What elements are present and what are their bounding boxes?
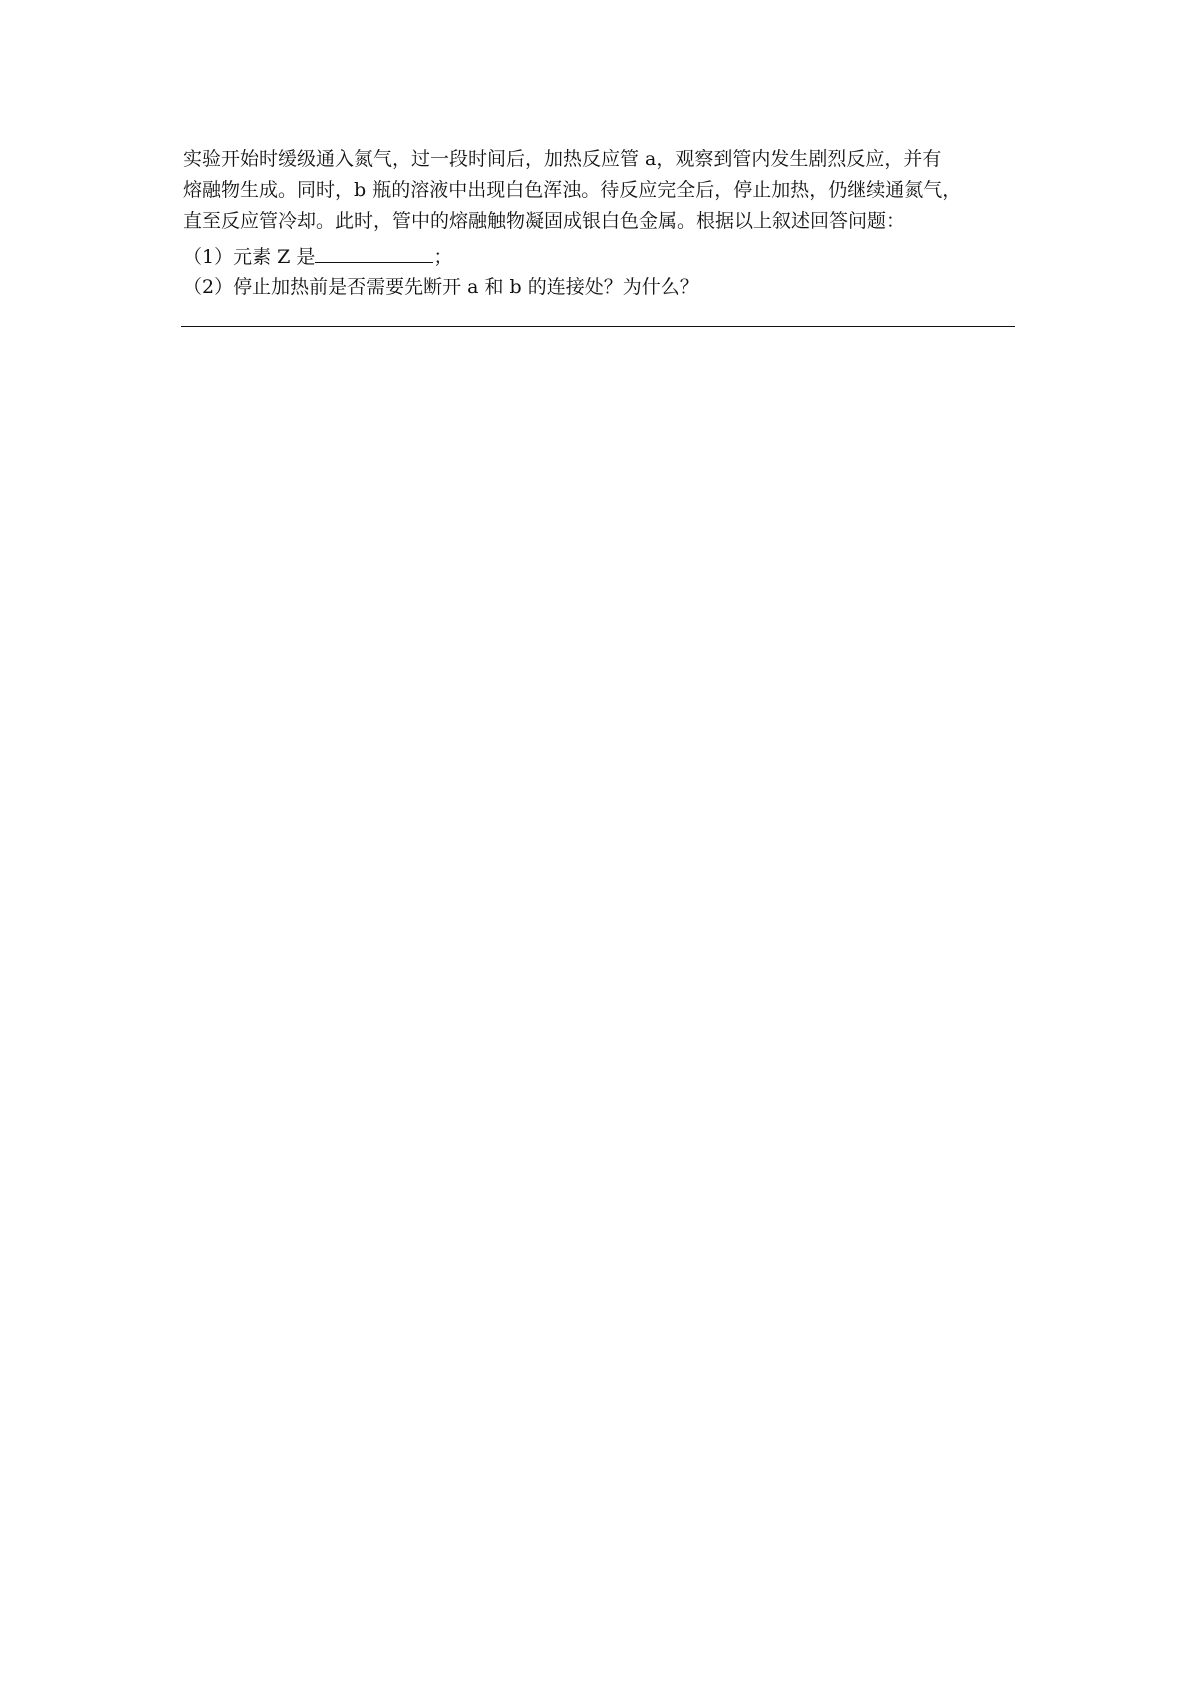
- passage-line-3: 直至反应管冷却。此时，管中的熔融触物凝固成银白色金属。根据以上叙述回答问题：: [183, 210, 906, 232]
- passage-line-2: 熔融物生成。同时，b 瓶的溶液中出现白色浑浊。待反应完全后，停止加热，仍继续通氮气，: [183, 179, 962, 201]
- q28-part1-blank[interactable]: [315, 242, 433, 263]
- q28-part1-end: ；: [433, 246, 453, 268]
- q28-part1-text: （1）元素 Z 是: [183, 246, 316, 268]
- q28-part2-answer-line[interactable]: [181, 326, 1015, 327]
- q28-part1: [183, 242, 452, 271]
- q28-part2: （2）停止加热前是否需要先断开 a 和 b 的连接处？为什么？: [183, 276, 699, 298]
- passage-line-1: 实验开始时缓级通入氮气，过一段时间后，加热反应管 a，观察到管内发生剧烈反应，并有: [183, 148, 942, 170]
